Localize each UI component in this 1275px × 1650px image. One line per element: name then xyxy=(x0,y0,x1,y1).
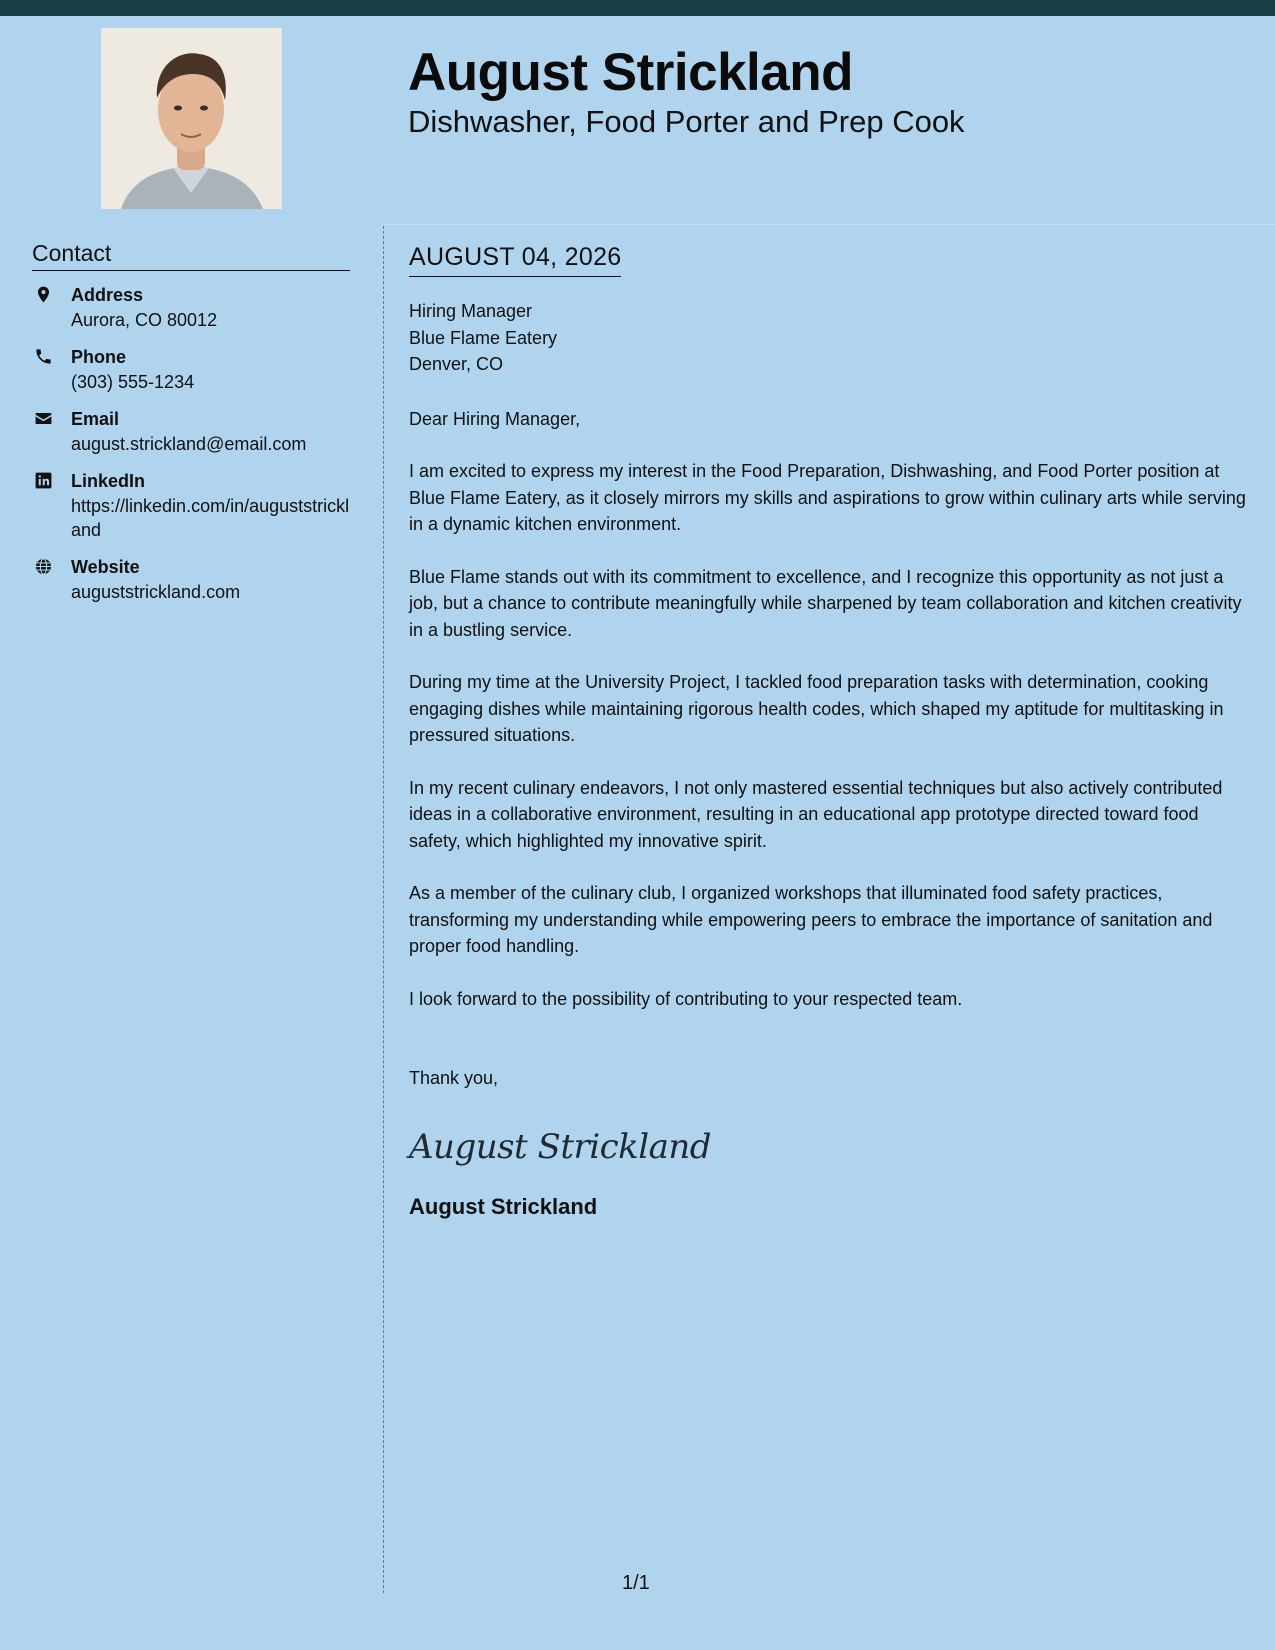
contact-address xyxy=(32,283,352,332)
letter-paragraph: I look forward to the possibility of contributing to your respected team. xyxy=(409,988,963,1009)
contact-label: Website xyxy=(71,557,140,577)
letter-date: AUGUST 04, 2026 xyxy=(409,243,621,277)
contact-value: Aurora, CO 80012 xyxy=(71,310,218,330)
contact-email xyxy=(32,407,352,456)
recipient-block xyxy=(409,298,1254,378)
contact-label: Email xyxy=(71,409,120,429)
contact-list xyxy=(32,283,352,604)
linkedin-icon xyxy=(34,471,53,490)
signed-name: August Strickland xyxy=(409,1193,598,1219)
contact-phone xyxy=(32,345,352,394)
phone-icon xyxy=(34,347,53,366)
contact-website xyxy=(32,555,352,604)
contact-label: Phone xyxy=(71,347,127,367)
globe-icon xyxy=(34,557,53,576)
letter-paragraph: As a member of the culinary club, I organized workshops that illuminated food safety practices, transforming my understanding while empowering peers to embrace the importance of sanitation and proper food handling. xyxy=(409,883,1213,956)
contact-heading: Contact xyxy=(32,240,350,271)
header-divider xyxy=(384,224,1275,225)
letter-paragraph: I am excited to express my interest in the Food Preparation, Dishwashing, and Food Porter position at Blue Flame Eatery, as it closely mirrors my skills and aspirations to grow within culinary arts while serving in a dynamic kitchen environment. xyxy=(409,461,1246,534)
recipient-line: Denver, CO xyxy=(409,354,504,374)
column-divider xyxy=(383,226,384,1593)
contact-linkedin xyxy=(32,469,352,542)
letter-paragraph: In my recent culinary endeavors, I not only mastered essential techniques but also actively contributed ideas in a collaborative environment, resulting in an educational app prototype directed toward food safety, which highlighted my innovative spirit. xyxy=(409,777,1223,851)
contact-value: (303) 555-1234 xyxy=(71,372,195,392)
page-number: 1/1 xyxy=(622,1572,650,1594)
candidate-name: August Strickland xyxy=(408,43,854,102)
letter-paragraph: During my time at the University Project, I tackled food preparation tasks with determination, cooking engaging dishes while maintaining rigorous health codes, which shaped my aptitude for multitasking in pressured situations. xyxy=(409,672,1224,745)
contact-sidebar xyxy=(32,240,352,617)
recipient-line: Blue Flame Eatery xyxy=(409,327,558,348)
letter-body xyxy=(409,243,1254,1220)
profile-photo xyxy=(101,28,282,209)
salutation: Dear Hiring Manager, xyxy=(409,408,581,429)
recipient-line: Hiring Manager xyxy=(409,301,533,321)
top-bar xyxy=(0,0,1275,16)
contact-label: LinkedIn xyxy=(71,471,146,491)
job-title: Dishwasher, Food Porter and Prep Cook xyxy=(408,104,965,139)
closing: Thank you, xyxy=(409,1068,499,1088)
email-link[interactable]: august.strickland@email.com xyxy=(71,434,307,454)
website-link[interactable]: auguststrickland.com xyxy=(71,582,241,602)
handwritten-signature xyxy=(409,1122,712,1172)
envelope-icon xyxy=(34,409,53,428)
signature-text: August Strickland xyxy=(409,1126,712,1167)
letter-paragraph: Blue Flame stands out with its commitment to excellence, and I recognize this opportunity as not just a job, but a chance to contribute meaningfully while sharpened by team collaboration and kitchen creativity in a bustling service. xyxy=(409,566,1242,640)
linkedin-link[interactable]: https://linkedin.com/in/auguststrickland xyxy=(71,496,350,540)
map-pin-icon xyxy=(34,285,53,304)
contact-label: Address xyxy=(71,285,144,305)
